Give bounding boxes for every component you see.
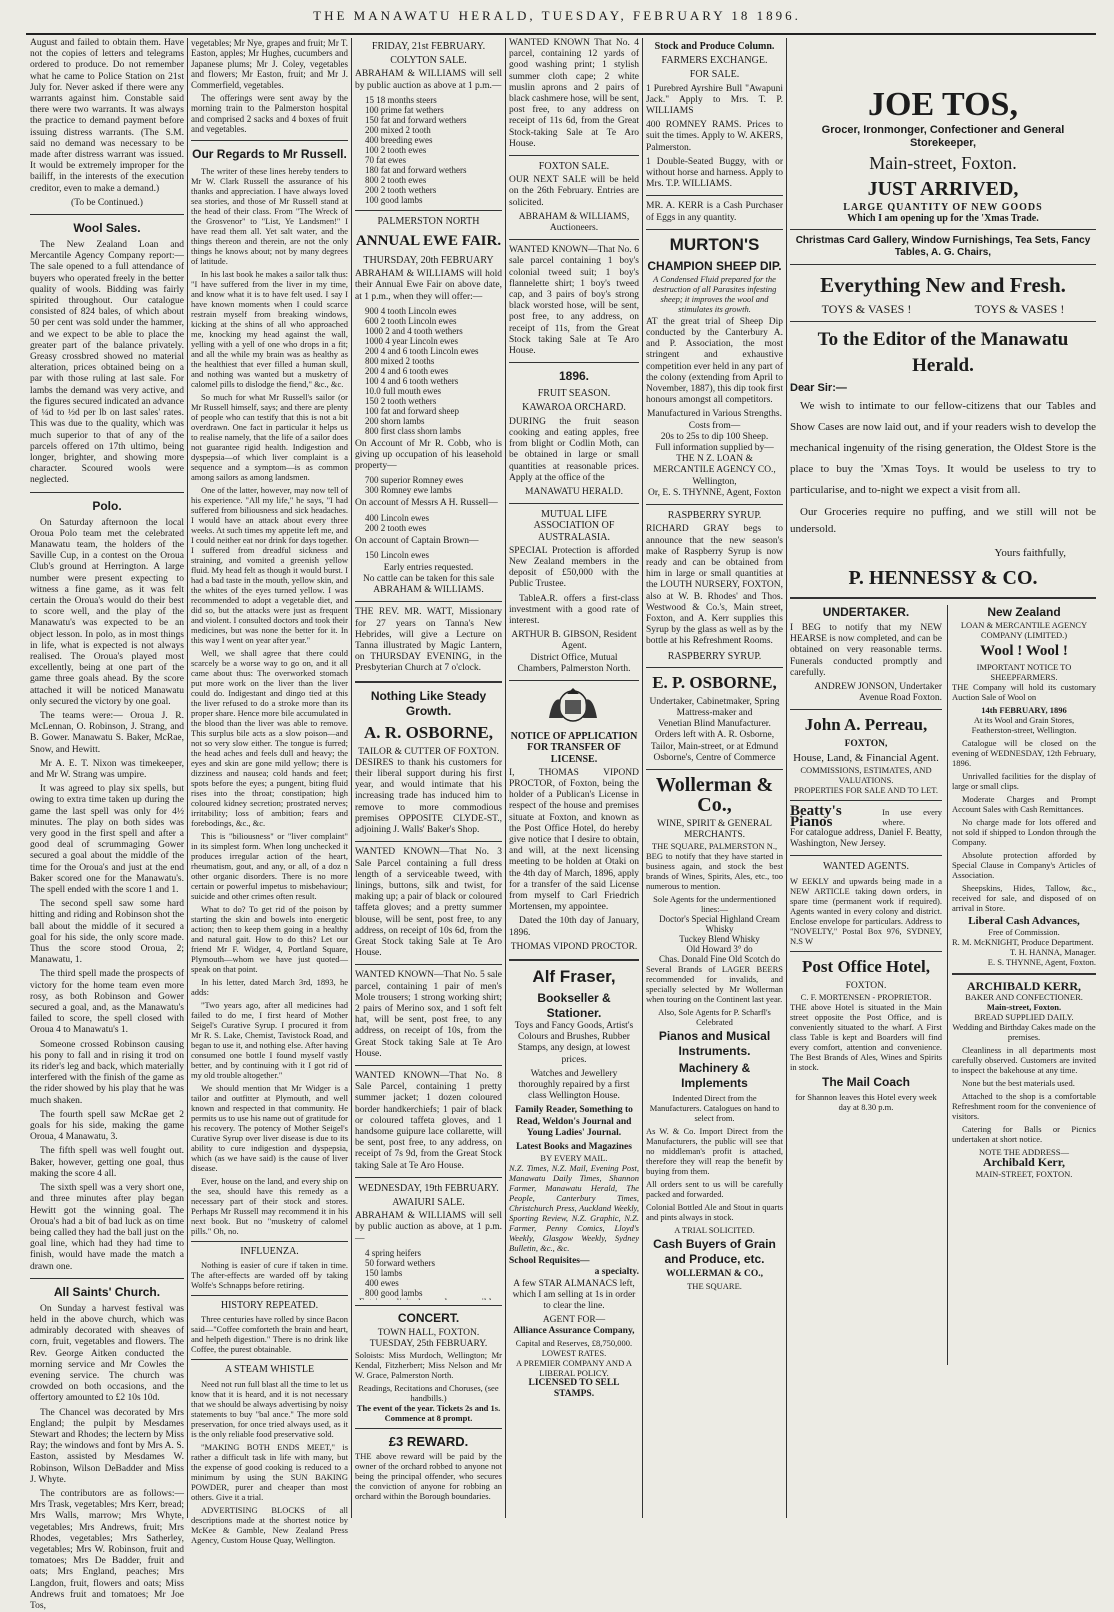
article-paragraph: What to do? To get rid of the poison by starting the skin and bowels into energetic action; then to keep them going in a healthy and natural gait. How to do this? Let our friend Mr F. Widger, 4, Portland Square, Plymouth—whom we have just quoted—speak on that point. — [191, 903, 348, 974]
awaiuri-heading: AWAIURI SALE. — [392, 1196, 465, 1208]
article-paragraph: The Chancel was decorated by Mrs England; the pulpit by Mesdames Stewart and Rhodes; the lectern by Miss Ray; the windows and font by Mrs A. S. Easton, assisted by Mesdames W. Robinson, Wilson DeBadder and Miss J. Whyte. — [30, 1407, 184, 1485]
commissions: COMMISSIONS, ESTIMATES, AND VALUATIONS. — [800, 764, 932, 785]
orchard-paragraph: DURING the fruit season cooking and eating apples, free from blight or Codlin Moth, can be obtained in large or small quantities at reasonable prices. Apply at the office of the — [509, 416, 639, 483]
christmas-line: Christmas Card Gallery, Window Furnishings, Tea Sets, Fancy Tables, A. G. Chairs, — [795, 235, 1091, 259]
advert-paragraph: Need not run full blast all the time to let us know that it is heard, and it is not necessary that we should be always advertising by noisy statements to buy "bal ance." The more sold preservation, for once tried always used, as it is the only reliable food preservative sold. — [191, 1378, 348, 1439]
stock-list — [355, 513, 502, 533]
column-rule — [187, 38, 188, 1518]
column-rule — [505, 38, 506, 1518]
auctioneer-signature: ABRAHAM & WILLIAMS, Auctioneers. — [518, 211, 630, 234]
nz-paragraph: Moderate Charges and Prompt Account Sales with Cash Remittances. — [952, 794, 1096, 815]
beatty-heading: Beatty's Pianos — [790, 802, 842, 830]
article-paragraph: The contributors are as follows:—Mrs Trask, vegetables; Mrs Kerr, bread; Mrs Walls, marrow; Mrs Whyte, vegetables; Mrs Andrews, fruit; Mrs Rhodes, vegetables; Mrs Satherley, vegetables; Mrs W. Robinson, fruit and tomatoes; Mrs De Badder, fruit and oats; Mrs England, peaches; Mrs Langdon, fruit, flowers and oats; Miss Andrews fruit and tomatoes; Mr Joe Tos, — [30, 1488, 184, 1611]
toys-vases: TOYS & VASES ! — [821, 302, 912, 317]
list-item: 1000 2 and 4 tooth wethers — [365, 325, 463, 336]
post-office-hotel: Post Office Hotel, — [802, 956, 930, 976]
column-4 — [509, 38, 639, 1518]
machinery-heading: Machinery & Implements — [678, 1061, 751, 1091]
farmers-exchange: FARMERS EXCHANGE. — [661, 55, 768, 67]
baker-line: BAKER AND CONFECTIONER. — [965, 992, 1083, 1003]
alf-paragraph: Toys and Fancy Goods, Artist's Colours and Brushes, Rubber Stamps, any design, at lowest prices. — [514, 1021, 634, 1065]
column-3 — [355, 38, 502, 1518]
article-paragraph: So much for what Mr Russell's sailor (or Mr Russell himself, says; and there are plenty of people who can testify that this is not a bit overdrawn. One fact in particular it helps us to realise namely, that the life of a sailor does not guarantee rigid health. Indigestion and dyspepsia—of which liver complaint is a sequence and a symptom—is as common among sailors as among landsmen. — [191, 391, 348, 482]
everything-new: Everything New and Fresh. — [820, 273, 1066, 298]
masthead: THE MANAWATU HERALD, TUESDAY, FEBRUARY 18 1896. — [313, 8, 801, 23]
loan-company: LOAN & MERCANTILE AGENCY COMPANY (LIMITED.) — [960, 620, 1088, 641]
mattress-line: Mattress-maker and — [676, 707, 753, 718]
list-item: 200 shorn lambs — [365, 415, 425, 426]
letter-paragraph: We wish to intimate to our fellow-citizens that our Tables and Show Cases are now laid out, and if your readers wish to develop the mechanical ingenuity of the rising generation, the Oldest Store is the place to buy the 'Xmas Toys. It would be useless to try to particularise, and to-night we expect a visit from all. — [790, 399, 1096, 496]
list-item: 200 mixed 2 tooth — [365, 124, 431, 135]
dip-paragraph: AT the great trial of Sheep Dip conducted by the Canterbury A. and P. Association, the most stringent and exhaustive competition ever held in any part of the colony (extending from April to November, 1887), this dip took first honours amongst all competitors. — [646, 316, 783, 406]
undertaker-paragraph: I BEG to notify that my NEW HEARSE is now completed, and can be obtained on very reasonable terms. Funerals conducted promptly and carefully. — [790, 623, 942, 678]
article-paragraph: The sixth spell was a very short one, and three minutes after play began Hewitt got the winning goal. The Oroua's had a bit of bad luck as on time being called they had the ball just on the goal line, which had they had time to finish, would have made the match a drawn one. — [30, 1183, 184, 1272]
thynne-agent: Or, E. S. THYNNE, Agent, Foxton — [648, 487, 781, 498]
foxton-sale-heading: FOXTON SALE. — [538, 161, 610, 173]
sheep-dip-heading: CHAMPION SHEEP DIP. — [647, 258, 782, 273]
mutual-paragraph: TableA.R. offers a first-class investment with a good rate of interest. — [509, 593, 639, 626]
event-tickets: The event of the year. Tickets 2s and 1s. Commence at 8 prompt. — [356, 1403, 501, 1424]
foxton-line: FOXTON. — [845, 980, 887, 991]
mail-coach: The Mail Coach — [821, 1074, 910, 1089]
column-rule — [786, 38, 787, 1518]
notice-date: Dated the 10th day of January, 1896. — [509, 916, 639, 938]
bakery-paragraph: Catering for Balls or Picnics undertaken at short notice. — [952, 1124, 1096, 1145]
article-paragraph: This is "biliousness" or "liver complaint" in its simplest form. When long unchecked it produces irregular action of the heart, rheumatism, gout, and any, or all, of a doz n other organic disorders. There is no more certain or powerful impetus to misbehaviour; suicide and other crimes often result. — [191, 830, 348, 901]
tailor-line: TAILOR & CUTTER OF FOXTON. — [358, 746, 499, 757]
wollerman-paragraph: All orders sent to us will be carefully packed and forwarded. — [646, 1179, 783, 1200]
almanacs: A few STAR ALMANACS left, which I am selling at 1s in order to clear the line. — [512, 1278, 636, 1312]
steady-growth-heading: Growth. — [405, 703, 452, 718]
sale-paragraph: On account of Messrs A H. Russell— — [355, 498, 498, 509]
list-item: Old Howard 3° do — [686, 944, 753, 955]
sale-paragraph: On Account of Mr R. Cobb, who is giving up occupation of his leasehold property— — [355, 438, 502, 472]
list-item: Doctor's Special Highland Cream Whisky — [659, 914, 780, 935]
article-paragraph: The teams were:— Oroua J. R. McLennan, O. Robinson, J. Strang, and B. Gower. Manawatu S. Baker, McRae, Snow, and Hewitt. — [30, 710, 184, 755]
column-5 — [646, 38, 783, 1518]
note-address: NOTE THE ADDRESS— — [978, 1147, 1070, 1158]
list-item: 400 ewes — [365, 1277, 399, 1288]
wellington: Wellington, — [692, 476, 737, 487]
list-item: 100 prime fat wethers — [365, 104, 444, 115]
yours-faithfully: Yours faithfully, — [994, 546, 1066, 559]
scharfl-agents: Also, Sole Agents for P. Scharfl's Celebrated — [658, 1007, 771, 1028]
dip-description: A Condensed Fluid prepared for the destruction of all Parasites infesting sheep; it improves the wool and stimulates its growth. — [652, 273, 777, 314]
main-street: Main-street, Foxton. — [869, 153, 1017, 173]
list-item: 400 Lincoln ewes — [365, 512, 429, 523]
article-paragraph: Ever, house on the land, and every ship on the sea, should have this remedy as a necessary part of their stock and stores. Perhaps Mr Russell may recommend it in his next book. But no "musketry of calomel pills." Oh, no. — [191, 1175, 348, 1236]
bakery-paragraph: Cleanliness in all departments most carefully observed. Customers are invited to inspect the bakehouse at any time. — [952, 1045, 1096, 1076]
lecture-notice: THE REV. MR. WATT, Missionary for 27 years on Tanna's New Hebrides, will give a Lecture on Tanna illustrated by Magic Lantern, on THURSDAY EVENING, in the Presbyterian Church at 7 o'clock. — [355, 607, 502, 674]
undertaker-line: Undertaker, Cabinetmaker, Spring — [649, 696, 780, 707]
list-item: 300 Romney ewe lambs — [365, 485, 452, 496]
wanted-agents: WANTED AGENTS. — [822, 861, 910, 873]
raspberry-heading: RASPBERRY SYRUP. — [667, 650, 762, 662]
murton-heading: MURTON'S — [669, 234, 760, 254]
advert-paragraph: "MAKING BOTH ENDS MEET," is rather a difficult task in life with many, but the expense of good cooking is reduced to a minimum by using the SUN BAKING POWDER, purer and cheaper than most others. Give it a trial. — [191, 1441, 348, 1502]
list-item: 100 4 and 6 tooth wethers — [365, 375, 459, 386]
bakery-paragraph: Wedding and Birthday Cakes made on the premises. — [952, 1022, 1096, 1043]
steady-growth-heading: Nothing Like Steady — [370, 688, 487, 703]
article-paragraph: The second spell saw some hard hitting and riding and Robinson shot the ball about the middle of it secured a goal for his side, the only score made. Thus the score stood Oroua, 2; Manawatu, 1. — [30, 899, 184, 966]
list-item: 700 superior Romney ewes — [365, 475, 464, 486]
early-entries: Early entries requested. — [383, 562, 474, 573]
premier-company: A PREMIER COMPANY AND A LIBERAL POLICY. — [515, 1357, 633, 1378]
list-item: 600 2 tooth Lincoln ewes — [365, 315, 457, 326]
notice-paragraph: I, THOMAS VIPOND PROCTOR, of Foxton, being the holder of a Publican's License in respect of the house and premises situate at Foxton, and known as the Post Office Hotel, do hereby give notice that I desire to obtain, and will, at the next licensing meeting to be holden at Otaki on the 4th day of March, 1896, apply for a transfer of the said License from myself to Carl Friedrich Mortensen, my appointee. — [509, 767, 639, 913]
soloists: Soloists: Miss Murdoch, Wellington; Mr Kendal, Fitzherbert; Miss Nelson and Mr W. Grace, Palmerston North. — [355, 1350, 502, 1381]
list-item: 200 2 tooth ewes — [365, 522, 427, 533]
important-notice: IMPORTANT NOTICE TO SHEEPFARMERS. — [976, 662, 1072, 683]
kerr-address: MAIN-STREET, FOXTON. — [975, 1168, 1073, 1179]
article-paragraph: On Saturday afternoon the local Oroua Polo team met the celebrated Manawatu team, the holders of the Saville Cup, in a contest on the Oroua Club's ground at Herrington. A large number were present expecting to witness a fine game, as it was felt certain the Oroua's would do their best to score well, and the play of the Manawatu's was expected to be an object lesson. In polo, as in most things in life, what is expected is not always realised. The Oroua's played most excellently, being at one part of the game three goals ahead. By the score attached it will be noticed Manawatu only secured the victory by one goal. — [30, 517, 184, 707]
concert-heading: CONCERT. — [397, 1311, 460, 1325]
editor-heading: Herald. — [912, 354, 974, 376]
palmerston-heading: PALMERSTON NORTH — [377, 215, 480, 227]
list-item: 4 spring heifers — [365, 1247, 421, 1258]
russell-heading: Our Regards to Mr Russell. — [192, 146, 347, 161]
ep-osborne-heading: E. P. OSBORNE, — [652, 672, 777, 692]
beatty-row — [790, 802, 942, 830]
stock-list — [355, 95, 502, 205]
bakery-paragraph: None but the best materials used. — [962, 1078, 1075, 1089]
advert-paragraph: Three centuries have rolled by since Bacon said—"Coffee comforteth the brain and heart, and helpeth digestion." There is no drink like Coffee, the purest obtainable. — [191, 1314, 348, 1355]
sheep-cost: 20s to 25s to dip 100 Sheep. — [660, 431, 769, 442]
fruit-season: FRUIT SEASON. — [537, 388, 611, 400]
list-item: 150 2 tooth wethers — [365, 395, 437, 406]
no-cattle: No cattle can be taken for this sale — [362, 574, 495, 585]
town-hall: TOWN HALL, FOXTON. — [377, 1328, 480, 1338]
list-item: 100 fat and forward sheep — [365, 405, 459, 416]
bakery-paragraph: Attached to the shop is a comfortable Refreshment room for the convenience of visitors. — [952, 1091, 1096, 1122]
wollerman-paragraph: BEG to notify that they have started in business again, and stock the best brands of Wines, Spirits, Ales, etc., too numerous to mention. — [646, 851, 783, 892]
influenza-heading: INFLUENZA. — [240, 1245, 299, 1257]
advert-paragraph: ADVERTISING BLOCKS of all descriptions made at the shortest notice by McKee & Gamble, New Zealand Press Agency, Custom House Quay, Wellington. — [191, 1504, 348, 1545]
opening-line: Which I am opening up for the 'Xmas Trade. — [847, 213, 1039, 225]
perreau-heading: John A. Perreau, — [804, 715, 928, 735]
right-subcol-left — [790, 605, 942, 1365]
proctor-signature: THOMAS VIPOND PROCTOR. — [510, 941, 638, 952]
hennessy-signature: P. HENNESSY & CO. — [848, 567, 1038, 590]
list-item: 900 4 tooth Lincoln ewes — [365, 305, 457, 316]
nz-paragraph: Catalogue will be closed on the evening of WEDNESDAY, 12th February, 1896. — [952, 738, 1096, 769]
list-item: 800 2 tooth ewes — [365, 174, 427, 185]
store-line: At its Wool and Grain Stores, Featherston-street, Wellington. — [971, 715, 1077, 736]
article-paragraph: The third spell made the prospects of victory for the home team even more rosy, as both Robinson and Gower secured a goal, and, as the Manawatu's failed to score, the spell closed with Oroua 4 to Manawatu's 1. — [30, 969, 184, 1036]
list-item: 1000 4 year Lincoln ewes — [365, 335, 458, 346]
feb-date: 14th FEBRUARY, 1896 — [981, 705, 1067, 716]
coach-paragraph: for Shannon leaves this Hotel every week day at 8.30 p.m. — [795, 1091, 937, 1112]
list-item: 800 mixed 2 tooths — [365, 355, 435, 366]
wanted-known-ad: WANTED KNOWN—That No. 6 sale parcel containing 1 boy's colonial tweed suit; 1 boy's flannelette shirt; 1 boy's tweed cap, and 3 pairs of boy's strong black worsted hose, will be sent, post free, to any address, on receipt of 11s, from the Great Stock taking Sale at Te Aro House. — [509, 245, 639, 357]
stock-list — [355, 550, 502, 560]
list-item: 400 breeding ewes — [365, 134, 433, 145]
sale-item: 400 ROMNEY RAMS. Prices to suit the times. Apply to W. AKERS, Palmerston. — [646, 120, 783, 153]
list-item: 100 2 tooth ewes — [365, 144, 427, 155]
large-quantity: LARGE QUANTITY OF NEW GOODS — [843, 202, 1043, 213]
papers-list: N.Z. Times, N.Z. Mail, Evening Post, Manawatu Daily Times, Shannon Farmer, Manawatu Herald, The People, Canterbury Times, Christchurch Press, Auckland Weekly, Sporting Review, N.Z. Graphic, N.Z. Farmer, Penny Comics, Lloyd's Weekly, Glasgow Weekly, Sydney Bulletin, &c., &c. — [509, 1163, 639, 1254]
article-paragraph: On Sunday a harvest festival was held in the above church, which was admirably decorated with sheaves of corn, fruit, vegetables and flowers. The Rev. George Aitken conducted the morning service and Mr Cowles the evening service. The church was crowded on both occasions, and the offertory amounted to £2 10s 10d. — [30, 1303, 184, 1404]
mutual-life-heading: MUTUAL LIFE ASSOCIATION OF AUSTRALASIA. — [533, 509, 615, 543]
thynne: E. S. THYNNE, Agent, Foxton. — [987, 957, 1096, 968]
alf-paragraph: Watches and Jewellery thoroughly repaired by a first class Wellington House. — [518, 1068, 630, 1102]
sale-paragraph: ABRAHAM & WILLIAMS will hold their Annual Ewe Fair on above date, at 1 p.m., when they will offer:— — [355, 269, 502, 302]
gibson-signature: ARTHUR B. GIBSON, Resident Agent. — [511, 630, 637, 652]
wool-sales-heading: Wool Sales. — [73, 221, 141, 236]
wanted-known-ad: WANTED KNOWN—That No. 3 Sale Parcel containing a full dress length of a serviceable tweed, with linings, buttons, silk and twist, for making up; a pair of black or coloured taffeta gloves; and a pretty summer blouse, will be sent, post free, to any address, on receipt of 10s 6d, from the Great Stock taking Sale at Te Aro House. — [355, 847, 502, 959]
list-item: 800 first class shorn lambs — [365, 425, 461, 436]
mcknight: R. M. McKNIGHT, Produce Department. — [952, 937, 1094, 948]
wollerman-heading: Wollerman & Co., — [655, 773, 774, 816]
hanna: T. H. HANNA, Manager. — [1009, 947, 1096, 958]
nz-paragraph: THE Company will hold its customary Auction Sale of Wool on — [952, 682, 1096, 703]
ewe-fair-heading: ANNUAL EWE FAIR. — [355, 233, 502, 250]
agent-for: AGENT FOR— — [542, 1315, 606, 1326]
sole-agents: Sole Agents for the undermentioned lines:— — [653, 894, 776, 915]
venetian-line: Venetian Blind Manufacturer. — [658, 719, 771, 730]
list-item: 150 fat and forward wethers — [365, 114, 467, 125]
sale-item: 1 Double-Seated Buggy, with or without horse and harness. Apply to Mrs. T.P. WILLIAMS. — [646, 156, 783, 190]
wednesday-heading: WEDNESDAY, 19th FEBRUARY. — [358, 1182, 499, 1194]
sale-paragraph: ABRAHAM & WILLIAMS will sell by public auction as above, at 1 p.m.— — [355, 1211, 502, 1244]
year-heading: 1896. — [558, 369, 590, 384]
list-item: 200 4 and 6 tooth ewes — [365, 365, 449, 376]
info-supplied: Full information supplied by— — [655, 443, 774, 454]
nz-loan: THE N Z. LOAN & MERCANTILE AGENCY CO., — [653, 454, 776, 476]
right-subcol-right — [952, 605, 1096, 1365]
history-heading: HISTORY REPEATED. — [220, 1300, 319, 1312]
dear-sir: Dear Sir:— — [790, 381, 847, 394]
herald-signature: MANAWATU HERALD. — [525, 486, 623, 497]
continued-note: (To be Continued.) — [71, 197, 143, 208]
church-heading: All Saints' Church. — [53, 1284, 161, 1299]
nz-paragraph: Unrivalled facilities for the display of large or small clips. — [952, 771, 1096, 792]
sale-paragraph: OUR NEXT SALE will be held on the 26th February. Entries are solicited. — [509, 175, 639, 208]
article-paragraph: August and failed to obtain them. Have not the copies of letters and telegrams ordered to produce. Do not remember what he came to Police Station on 21st July for. Never asked if there were any warrants against him. Constable said there were two warrants. It was always the practice to demand payment before issuing distress warrants. (The S.M. said no demand was necessary to be made after distress warrant was issued. It would be extremely improper for the bailiff, in the interests of the execution creditor, even to make a demand.) — [30, 38, 184, 194]
indented-line: Indented Direct from the Manufacturers. Catalogues on hand to select from. — [649, 1093, 780, 1124]
steam-heading: A STEAM WHISTLE — [224, 1364, 315, 1376]
advert-paragraph: Nothing is easier of cure if taken in time. The after-effects are warded off by taking Wolfe's Schnapps before retiring. — [191, 1260, 348, 1291]
joe-tos-heading: JOE TOS, — [868, 86, 1018, 123]
list-item: 10.0 full mouth ewes — [365, 385, 441, 396]
main-street: Main-street, Foxton. — [986, 1002, 1062, 1013]
article-paragraph: The writer of these lines hereby tenders to Mr W. Clark Russell the assurance of his thanks and appreciation. I have always loved sea stories, and those of Mr Russell stand at the head of their class. From "The Wreck of the Grosvenor" to "List, Ye Landsmen!" I have read them all. Yet salt water, and the things thereon and therein, are not the only things he knows about; not by many degrees of latitude. — [191, 165, 348, 266]
osborne-heading: A. R. OSBORNE, — [364, 722, 493, 742]
article-paragraph: Mr A. E. T. Nixon was timekeeper, and Mr W. Strang was umpire. — [30, 758, 184, 780]
wollerman-paragraph: As W. & Co. Import Direct from the Manufacturers, the public will see that no middleman's profit is attached, therefore they will reap the benefit by buying from them. — [646, 1126, 783, 1177]
stock-list — [355, 306, 502, 436]
just-arrived: JUST ARRIVED, — [867, 178, 1019, 200]
beatty-in-use: In use every where. — [882, 806, 942, 827]
manufactured: Manufactured in Various Strengths. — [647, 409, 782, 420]
school-requisites: School Requisites— — [509, 1256, 590, 1267]
article-paragraph: We should mention that Mr Widger is a tailor and outfitter at Plymouth, and well known and respected in that community. He permits us to use his name out of gratitude for his recovery. The potency of Mother Seigel's Curative Syrup over liver disease is due to its ability to cure indigestion and dyspepsia, which (as we have said) is the cause of liver disease. — [191, 1082, 348, 1173]
square-palmerston: THE SQUARE, PALMERSTON N., — [651, 841, 778, 852]
alf-fraser-heading: Alf Fraser, — [532, 967, 616, 987]
article-paragraph: It was agreed to play six spells, but owing to extra time taken up during the game the last spell was only for 4½ minutes. The play on both sides was very good in the first spell and after a good deal of scrummaging Gower secured a goal about the middle of the time for the Oroua's and just at the end Baker scored one for the Manawatu's. The spell ended with the score 1 and 1. — [30, 784, 184, 896]
nz-paragraph: Absolute protection afforded by Special Clause in Company's Articles of Association. — [952, 850, 1096, 881]
column-2 — [191, 38, 348, 1545]
mortensen: C. F. MORTENSEN - PROPRIETOR. — [800, 991, 932, 1002]
foxton-line: FOXTON, — [844, 739, 888, 750]
family-reader: Family Reader, Something to Read, Weldon's Journal and Young Ladies' Journal. — [515, 1105, 633, 1138]
stock-column-heading: Stock and Produce Column. — [654, 41, 775, 52]
sale-item: 1 Purebred Ayrshire Bull "Awapuni Jack." Apply to Mrs. T. P. WILLIAMS — [646, 83, 783, 117]
article-paragraph: The New Zealand Loan and Mercantile Agency Company report:—The sale opened to a full attendance of buyers who operated freely in the better quality of wools. Bidding was fairly spirited throughout. Our catalogue consisted of 824 bales, of which about 50 per cent was sold under the hammer, and we expect to be able to place the greater part of the balance privately. Greasy crossbred showed no material alteration, prices obtained being on a par with those ruling at last sale. For lambs the demand was very active, and the figures secured indicated an advance of ¼d to ½d per lb on last sales' rates. This was due to the quality, which was much superior to that of any of the parcels offered on 17th ultimo, being longer, brighter, and showing more character. Scoured wools were neglected. — [30, 240, 184, 486]
nz-paragraph: Sheepskins, Hides, Tallow, &c., received for sale, and disposed of on arrival in Store. — [952, 883, 1096, 914]
orders-line: Orders left with A. R. Osborne, Tailor, Main-street, or at Edmund Osborne's, Centre of Commerce — [650, 730, 779, 763]
for-sale: FOR SALE. — [689, 69, 740, 81]
jonson-signature: ANDREW JONSON, Undertaker Avenue Road Foxton. — [814, 682, 942, 704]
colyton-heading: COLYTON SALE. — [390, 55, 467, 67]
wollerman-paragraph: Colonial Bottled Ale and Stout in quarts and pints always in stock. — [646, 1202, 783, 1223]
nz-paragraph: No charge made for lots offered and not sold if shipped to London through the Company. — [952, 817, 1096, 848]
archibald-heading: ARCHIBALD KERR, — [966, 979, 1081, 994]
masthead-rule — [26, 33, 1096, 35]
wanted-known-ad: WANTED KNOWN—That No. 8 Sale Parcel, containing 1 pretty summer jacket; 1 dozen coloured border handkerchiefs; 1 pair of black or coloured taffeta gloves, and 1 handsome guipure lace collarette, will be sent, post free, to any address, on receipt of 7s 9d, from the Great Stock taking Sale at Te Aro House. — [355, 1070, 502, 1171]
alliance-assurance: Alliance Assurance Company, — [513, 1326, 635, 1337]
beatty-paragraph: For catalogue address, Daniel F. Beatty, Washington, New Jersey. — [790, 828, 942, 850]
trial-solicited: A TRIAL SOLICITED. — [674, 1225, 755, 1236]
capital: Capital and Reserves, £8,750,000. LOWEST RATES. — [515, 1337, 633, 1358]
costs-from: Costs from— — [688, 420, 741, 431]
osborne-paragraph: DESIRES to thank his customers for their liberal support during his first year, and would intimate that his increasing trade has induced him to remove to more commodious premises OPPOSITE CLYDE-ST., adjoining J. Walls' Baker's Shop. — [355, 757, 502, 836]
list-item: 200 2 tooth wethers — [365, 184, 437, 195]
column-rule — [351, 38, 352, 1518]
lower-right-split — [790, 605, 1096, 1365]
wanted-known-ad: WANTED KNOWN—That No. 5 sale parcel, containing 1 pair of men's Mole trousers; 1 strong working shirt; 2 pairs of Merino sox, and 1 soft felt hat, will be sent, post free, to any address, on receipt of 10s, from the Great Stock taking Sale at Te Aro House. — [355, 970, 502, 1059]
raspberry-paragraph: RICHARD GRAY begs to announce that the new season's make of Raspberry Syrup is now ready and can be obtained from him in large or small quantities at the LOUTH NURSERY, FOXTON, also at W. B. Rhodes' and Thos. Westwood & Co.'s, Main street, Foxton, and A. Kerr supplies this Syrup by the glass as well as by the bottle at his Refreshment Rooms. — [646, 524, 783, 647]
thursday-heading: THURSDAY, 20th FEBRUARY — [363, 255, 494, 267]
auctioneer-signature: ABRAHAM & WILLIAMS. — [373, 585, 484, 596]
article-paragraph: vegetables; Mr Nye, grapes and fruit; Mr T. Easton, apples; Mr Hughes, cucumbers and Japanese plums; Mr J. Coley, vegetables and flowers; Mr Easton, fruit; and Mr J. Commerfield, vegetables. — [191, 38, 348, 90]
article-paragraph: In his last book he makes a sailor talk thus: "I have suffered from the liver in my time, and know what it is to have felt used. I say I have known moments when I could scarce restrain myself from breaking windows, kicking at the shins of all who approached me, knocking my head against the wall, yelling with a yell of one who drops in a fit; and all the while my brain was as healthy as the healthiest that ever filled a human skull, and nothing was wanted but a musketry of calomel pills to dislodge the fiend," &c., &c. — [191, 268, 348, 389]
bookseller-heading: Bookseller & Stationer. — [537, 991, 611, 1021]
article-paragraph: The offerings were sent away by the morning train to the Palmerston hospital and comprised 2 sacks and 4 boxes of fruit and vegetables. — [191, 93, 348, 135]
letter-paragraph: Our Groceries require no puffing, and we still will not be undersold. — [790, 505, 1096, 535]
wanted-known-ad: WANTED KNOWN That No. 4 parcel, containing 12 yards of good washing print; 1 stylish summer cloth cape; 2 white muslin aprons and 2 pairs of black cashmere hose, will be sent, post free, to any address on receipt of 11s 6d, from the Great Stock-taking Sale at Te Aro House. — [509, 38, 639, 149]
cash-buyers: Cash Buyers of Grain and Produce, etc. — [653, 1237, 776, 1267]
raspberry-heading: RASPBERRY SYRUP. — [667, 510, 762, 522]
list-item: Chas. Donald Fine Old Scotch do — [659, 954, 780, 965]
pianos-heading: Pianos and Musical Instruments. — [658, 1029, 771, 1059]
wollerman-signature: WOLLERMAN & CO., — [665, 1269, 764, 1280]
list-item: 150 Lincoln ewes — [365, 549, 429, 560]
by-every-mail: BY EVERY MAIL. — [540, 1153, 608, 1164]
toys-vases: TOYS & VASES ! — [974, 302, 1065, 317]
agents-paragraph: W EEKLY and upwards being made in a NEW ARTICLE taking down orders, in spare time (permanent work if required). Agents wanted in every colony and district. Enclose envelope for particulars. Address to "NOVELTY," Postal Box 976, SYDNEY, N.S W — [790, 875, 942, 946]
article-paragraph: Someone crossed Robinson causing his pony to fall and in rising it trod on its rider's leg and back, which materially interfered with the finish of the game as the rider showed by his play that he was much shaken. — [30, 1039, 184, 1106]
sale-paragraph: ABRAHAM & WILLIAMS will sell by public auction as above at 1 p.m.— — [355, 69, 502, 91]
stock-list — [355, 1248, 502, 1298]
hotel-paragraph: THE above Hotel is situated in the Main street opposite the Post Office, and is conveniently situated to the wharf. A First class Table is kept and Boarders will find every comfort, attention and convenience. The Best Brands of Ales, Wines and Spirits in stock. — [790, 1001, 942, 1072]
properties: PROPERTIES FOR SALE AND TO LET. — [793, 784, 938, 795]
kerr-eggs: MR. A. KERR is a Cash Purchaser of Eggs in any quantity. — [646, 201, 783, 223]
whisky-list — [646, 914, 783, 964]
list-item: 180 fat and forward wethers — [365, 164, 467, 175]
article-paragraph: In his letter, dated March 3rd, 1893, he adds: — [191, 976, 348, 997]
house-agent: House, Land, & Financial Agent. — [793, 751, 939, 764]
list-item: 70 fat ewes — [365, 154, 406, 165]
reward-heading: £3 REWARD. — [388, 1434, 469, 1450]
list-item: 150 lambs — [365, 1267, 403, 1278]
royal-coat-of-arms-icon — [509, 686, 637, 724]
licensed-stamps: LICENSED TO SELL STAMPS. — [528, 1377, 620, 1399]
column-1 — [30, 38, 184, 1611]
undertaker-heading: UNDERTAKER. — [822, 605, 910, 620]
list-item: 100 good lambs — [365, 194, 423, 205]
editor-heading: To the Editor of the Manawatu — [817, 328, 1069, 350]
the-square: THE SQUARE. — [687, 1280, 742, 1291]
stock-list — [355, 475, 502, 495]
article-paragraph: The fifth spell was well fought out. Baker, however, getting one goal, thus making the score 4 all. — [30, 1146, 184, 1179]
concert-block — [355, 1300, 502, 1518]
district-office: District Office, Mutual Chambers, Palmerston North. — [517, 652, 631, 674]
sale-paragraph: On account of Captain Brown— — [355, 535, 479, 546]
list-item: 15 18 months steers — [365, 94, 437, 105]
grocer-line: Grocer, Ironmonger, Confectioner and General Storekeeper, — [821, 124, 1065, 149]
wine-merchants: WINE, SPIRIT & GENERAL MERCHANTS. — [657, 818, 772, 841]
mutual-paragraph: SPECIAL Protection is afforded New Zealand members in the deposit of £50,000 with the Public Trustee. — [509, 545, 639, 590]
notice-heading: NOTICE OF APPLICATION FOR TRANSFER OF LICENSE. — [510, 731, 638, 765]
list-item: 200 4 and 6 tooth Lincoln ewes — [365, 345, 479, 356]
readings: Readings, Recitations and Choruses, (see handbills.) — [358, 1383, 499, 1404]
nz-heading: New Zealand — [987, 605, 1061, 620]
article-paragraph: "Two years ago, after all medicines had failed to do me, I first heard of Mother Seigel's Curative Syrup. I procured it from Mr R. S. Lake, Chemist, Tavistock Road, and began to use it, and nothing else. After having consumed one bottle I found myself vastly better, and by continuing with it I got rid of my old trouble altogether." — [191, 999, 348, 1080]
polo-heading: Polo. — [92, 498, 122, 513]
article-paragraph: Well, we shall agree that there could scarcely be a worse way to go on, and it all came about thus: The overworked stomach put more work on the liver than the liver could do. Indigestant and dingo tied at this the liver refused to do a stroke more than its proper share. Hence more bile accumulated in the blood than the liver was able to remove. This surplus bile acts as a slow poison—and not so very slow either. The tongue is furred; the head aches and feels dull and heavy; the eyes and skin are gone mild yellow; there is dizziness and nausea; cold hands and feet; spots before the eyes; a pungent, biting fluid rises into the throat; constipation; high coloured kidney secretion; prostrated nerves; irritability; loss of ambition; fears and forebodings, &c., &c. — [191, 647, 348, 828]
kerr-signature: Archibald Kerr, — [982, 1155, 1065, 1170]
column-rule — [642, 38, 643, 1518]
commission-free: Free of Commission. — [988, 927, 1060, 938]
list-item: 50 forward wethers — [365, 1257, 435, 1268]
wool-heading: Wool ! Wool ! — [980, 643, 1068, 660]
liberal-cash: Liberal Cash Advances, — [968, 915, 1080, 928]
friday-heading: FRIDAY, 21st FEBRUARY. — [371, 41, 486, 52]
latest-books: Latest Books and Magazines — [516, 1142, 632, 1153]
bread-daily: BREAD SUPPLIED DAILY. — [974, 1012, 1074, 1023]
concert-date: TUESDAY, 25th FEBRUARY. — [369, 1339, 488, 1350]
list-item: 800 good lambs — [365, 1287, 423, 1298]
article-paragraph: The fourth spell saw McRae get 2 goals for his side, making the game Oroua, 4 Manawatu, 3. — [30, 1109, 184, 1143]
list-item: Tuckey Blend Whisky — [679, 934, 760, 945]
toys-row — [790, 304, 1096, 315]
column-6 — [790, 38, 1096, 1518]
beers-paragraph: Several Brands of LAGER BEERS recommended for invalids, and specially selected by Mr Wollerman when touring on the Continent last year. — [646, 964, 783, 1005]
reward-paragraph: THE above reward will be paid by the owner of the orchard robbed to anyone not being the principal offender, who secures the conviction of anyone for robbing an orchard within the Borough boundaries. — [355, 1451, 502, 1502]
specialty: a specialty. — [594, 1267, 639, 1278]
kawaroa-heading: KAWAROA ORCHARD. — [522, 402, 626, 414]
article-paragraph: One of the latter, however, may now tell of his experience. "All my life," he says, "I had suffered from biliousness and sick headaches. I would have an attack about every three weeks. At such times my appetite left me, and I could neither eat nor drink for days together. I suffered from dreadful sickness and straining, and vomited a greenish yellow fluid. My head felt as though it would burst. I had a bad taste in the mouth, yellow skin, and the whites of the eyes turned yellow. I was recommended to adopt a vegetable diet, and did so, but the attacks were just as frequent and violent. I consulted doctors and took their medicines, but was none the better for it. In this way I went on year after year." — [191, 484, 348, 645]
